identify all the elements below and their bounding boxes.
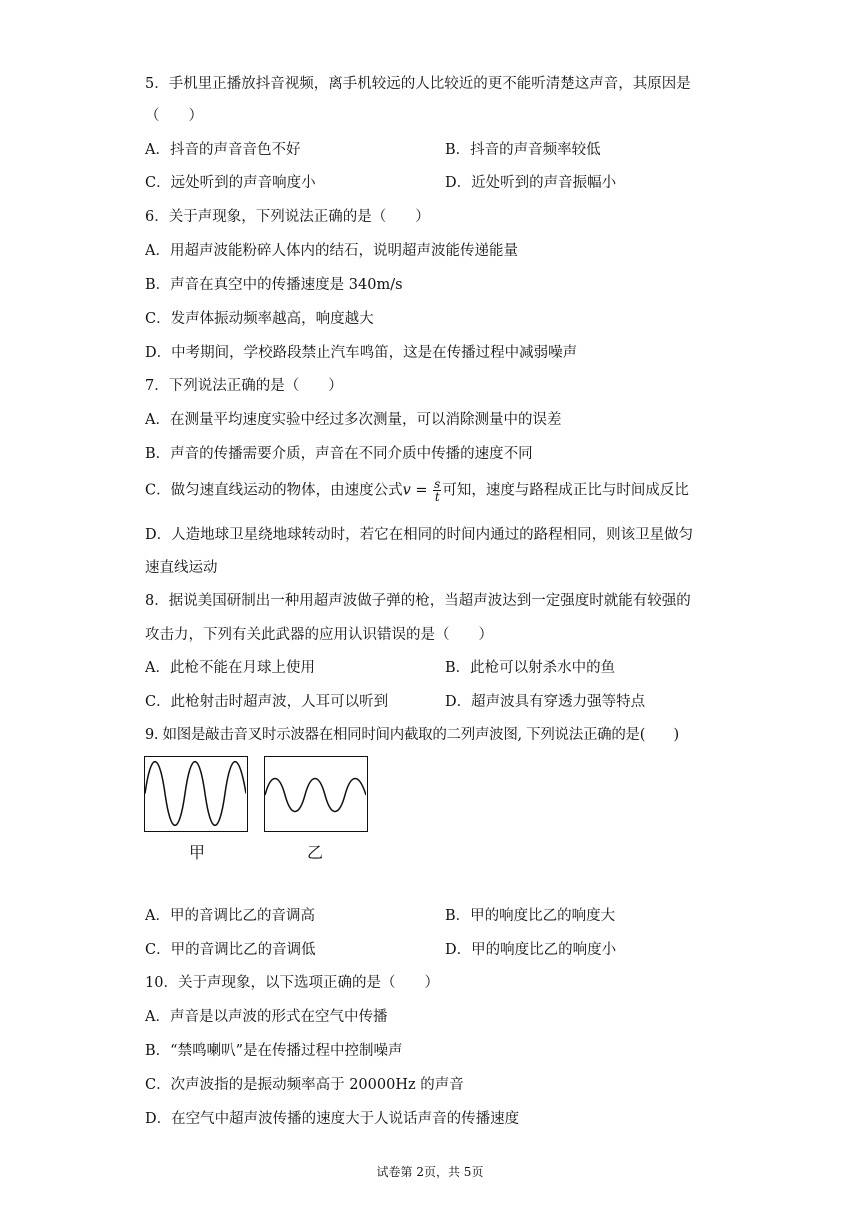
q10-option-a: A．声音是以声波的形式在空气中传播 [145,1009,388,1025]
equals-sign: = [410,482,433,499]
q8-option-a: A．此枪不能在月球上使用 [145,660,315,676]
q8-stem-line2: 攻击力，下列有关此武器的应用认识错误的是（ ） [145,627,493,643]
q7-option-d-line1: D．人造地球卫星绕地球转动时，若它在相同的时间内通过的路程相同，则该卫星做匀 [145,527,694,543]
q9-option-a: A．甲的音调比乙的音调高 [145,908,315,924]
waveform-yi-label: 乙 [307,843,324,862]
q7-option-c-suffix: 可知，速度与路程成正比与时间成反比 [442,482,689,499]
q10-option-c: C．次声波指的是振动频率高于 20000Hz 的声音 [145,1077,464,1093]
q9-stem: 9. 如图是敲击音叉时示波器在相同时间内截取的二列声波图, 下列说法正确的是( ) [145,727,679,743]
q6-stem: 6．关于声现象，下列说法正确的是（ ） [145,209,430,225]
q5-option-a: A．抖音的声音音色不好 [145,142,301,158]
waveform-jia-label: 甲 [189,843,206,862]
q8-stem-line1: 8．据说美国研制出一种用超声波做子弹的枪，当超声波达到一定强度时就能有较强的 [145,593,691,609]
q9-option-b: B．甲的响度比乙的响度大 [445,908,616,924]
q7-option-c-prefix: C．做匀速直线运动的物体，由速度公式 [145,482,403,499]
page-footer: 试卷第 2页，共 5页 [376,1165,484,1179]
q5-option-b: B．抖音的声音频率较低 [445,142,601,158]
q10-stem: 10．关于声现象，以下选项正确的是（ ） [145,975,439,991]
velocity-symbol: v [402,482,411,499]
q5-stem-line1: 5．手机里正播放抖音视频，离手机较远的人比较近的更不能听清楚这声音，其原因是 [145,76,691,92]
q5-option-c: C．远处听到的声音响度小 [145,175,316,191]
q8-option-b: B．此枪可以射杀水中的鱼 [445,660,616,676]
waveform-yi-svg [265,757,366,830]
q8-option-c: C．此枪射击时超声波，人耳可以听到 [145,694,389,710]
q9-option-c: C．甲的音调比乙的音调低 [145,942,316,958]
q5-stem-line2: （ ） [145,108,203,124]
waveform-jia-curve [145,762,246,826]
q5-option-d: D．近处听到的声音振幅小 [445,175,617,191]
q6-option-d: D．中考期间，学校路段禁止汽车鸣笛，这是在传播过程中减弱噪声 [145,345,578,361]
waveform-yi-curve [265,779,366,812]
speed-formula-fraction [433,478,441,503]
q6-option-c: C．发声体振动频率越高，响度越大 [145,311,374,327]
q7-option-c [145,478,689,503]
waveform-jia-svg [145,757,246,830]
q8-option-d: D．超声波具有穿透力强等特点 [445,694,646,710]
fraction-denominator: t [434,490,440,504]
q7-stem: 7．下列说法正确的是（ ） [145,378,343,394]
waveform-jia [144,756,248,832]
q7-option-b: B．声音的传播需要介质，声音在不同介质中传播的速度不同 [145,446,533,462]
fraction-numerator: s [434,477,441,491]
q7-option-d-line2: 速直线运动 [145,560,218,576]
q10-option-d: D．在空气中超声波传播的速度大于人说话声音的传播速度 [145,1111,520,1127]
q6-option-a: A．用超声波能粉碎人体内的结石，说明超声波能传递能量 [145,243,518,259]
waveform-yi [264,756,368,832]
q6-option-b: B．声音在真空中的传播速度是 340m/s [145,277,403,293]
q7-option-a: A．在测量平均速度实验中经过多次测量，可以消除测量中的误差 [145,412,562,428]
q10-option-b: B．“禁鸣喇叭”是在传播过程中控制噪声 [145,1043,403,1059]
q9-option-d: D．甲的响度比乙的响度小 [445,942,617,958]
